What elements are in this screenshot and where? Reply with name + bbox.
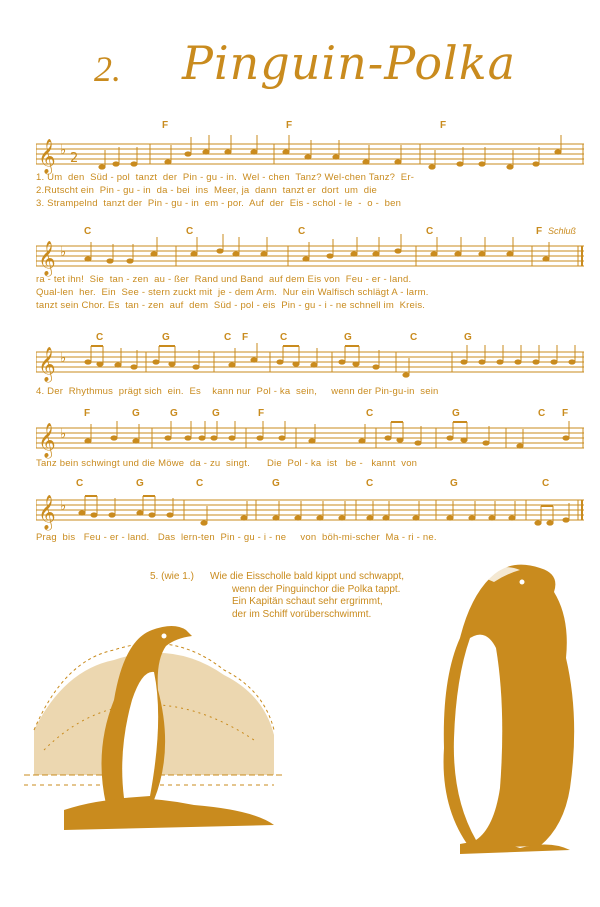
treble-clef-icon: 𝄞	[38, 347, 56, 382]
song-title: Pinguin-Polka	[182, 36, 517, 90]
chord-symbol: C	[196, 478, 204, 489]
song-number: 2.	[94, 49, 121, 89]
chord-symbol: G	[452, 408, 460, 419]
chord-symbol: F	[242, 332, 249, 343]
chord-symbol: C	[538, 408, 546, 419]
note-heads	[78, 510, 569, 525]
chord-symbol: C	[366, 478, 374, 489]
chord-symbol: C	[542, 478, 550, 489]
chord-symbol: C	[410, 332, 418, 343]
chord-symbol: G	[136, 478, 144, 489]
music-system-5	[36, 478, 584, 546]
lyric-line: Tanz bein schwingt und die Möwe da - zu singt. Die Pol - ka ist be - kannt von	[36, 458, 418, 469]
chord-symbol: F	[562, 408, 569, 419]
chord-symbol: F	[162, 120, 169, 131]
lyric-line: 4. Der Rhythmus prägt sich ein. Es kann nur Pol - ka sein, wenn der Pin-gu-in sein	[36, 386, 439, 397]
chord-symbol: G	[272, 478, 280, 489]
flat-key-signature-icon: ♭	[60, 499, 67, 514]
chord-symbol: C	[366, 408, 374, 419]
time-signature-icon: 2	[70, 151, 79, 166]
flat-key-signature-icon: ♭	[60, 143, 67, 158]
lyric-line: Prag bis Feu - er - land. Das lern-ten Pin - gu - i - ne von böh-mi-scher Ma - ri - ne.	[36, 532, 437, 543]
chord-symbol: C	[96, 332, 104, 343]
note-heads	[84, 435, 569, 448]
penguin-on-ice-floe-icon	[24, 600, 294, 840]
chord-symbol: G	[464, 332, 472, 343]
chord-symbol: G	[170, 408, 178, 419]
music-staff	[36, 232, 584, 280]
chord-symbol: G	[132, 408, 140, 419]
flat-key-signature-icon: ♭	[60, 245, 67, 260]
chord-symbol: C	[76, 478, 84, 489]
verse-5-lead: 5. (wie 1.)	[150, 571, 194, 582]
music-staff	[36, 486, 584, 534]
verse-5-line: wenn der Pinguinchor die Polka tappt.	[232, 583, 401, 595]
lyric-line: ra - tet ihn! Sie tan - zen au - ßer Rand und Band auf dem Eis von Feu - er - land.	[36, 274, 412, 285]
chord-symbol: C	[280, 332, 288, 343]
chord-symbol: F	[286, 120, 293, 131]
chord-symbol: F	[84, 408, 91, 419]
music-system-4	[36, 408, 584, 474]
rockhopper-penguin-icon	[430, 558, 598, 858]
chord-symbol: F	[440, 120, 447, 131]
lyric-line: 3. Strampelnd tanzt der Pin - gu - in em - por. Auf der Eis - schol - le - o - ben	[36, 198, 402, 209]
treble-clef-icon: 𝄞	[38, 241, 56, 276]
chord-symbol: C	[298, 226, 306, 237]
treble-clef-icon: 𝄞	[38, 423, 56, 458]
note-stems	[105, 135, 561, 167]
verse-5-line: Ein Kapitän schaut sehr ergrimmt,	[232, 596, 383, 607]
fine-marking: Schluß	[548, 226, 577, 236]
chord-symbol: G	[344, 332, 352, 343]
music-staff	[36, 130, 584, 178]
chord-symbol: C	[84, 226, 92, 237]
verse-5-line: der im Schiff vorüberschwimmt.	[232, 608, 372, 620]
music-system-3	[36, 332, 584, 402]
lyric-line: tanzt sein Chor. Es tan - zen auf dem Süd - pol - eis Pin - gu - i - ne schnell im Kreis.	[36, 300, 426, 311]
music-staff	[36, 338, 584, 386]
chord-symbol: G	[450, 478, 458, 489]
music-system-2	[36, 226, 584, 314]
flat-key-signature-icon: ♭	[60, 351, 67, 366]
music-staff	[36, 414, 584, 462]
treble-clef-icon: 𝄞	[38, 495, 56, 530]
verse-5-line: Wie die Eisscholle bald kippt und schwappt,	[210, 571, 404, 582]
flat-key-signature-icon: ♭	[60, 427, 67, 442]
chord-symbol: G	[212, 408, 220, 419]
lyric-line: 2.Rutscht ein Pin - gu - in da - bei ins Meer, ja dann tanzt er dort um die	[36, 185, 378, 196]
chord-symbol: C	[224, 332, 232, 343]
chord-symbol: C	[186, 226, 194, 237]
chord-symbol: G	[162, 332, 170, 343]
note-stems	[91, 343, 575, 375]
music-system-1	[36, 120, 584, 212]
chord-symbol: C	[426, 226, 434, 237]
lyric-line: 1. Um den Süd - pol tanzt der Pin - gu - in. Wel - chen Tanz? Wel-chen Tanz? Er-	[36, 172, 415, 183]
treble-clef-icon: 𝄞	[38, 139, 56, 174]
note-stems	[91, 234, 549, 261]
chord-symbol: F	[258, 408, 265, 419]
lyric-line: Qual-len her. Ein See - stern zuckt mit je - dem Arm. Nur ein Walfisch schlägt A - larm.	[36, 287, 429, 298]
chord-symbol: F	[536, 226, 543, 237]
